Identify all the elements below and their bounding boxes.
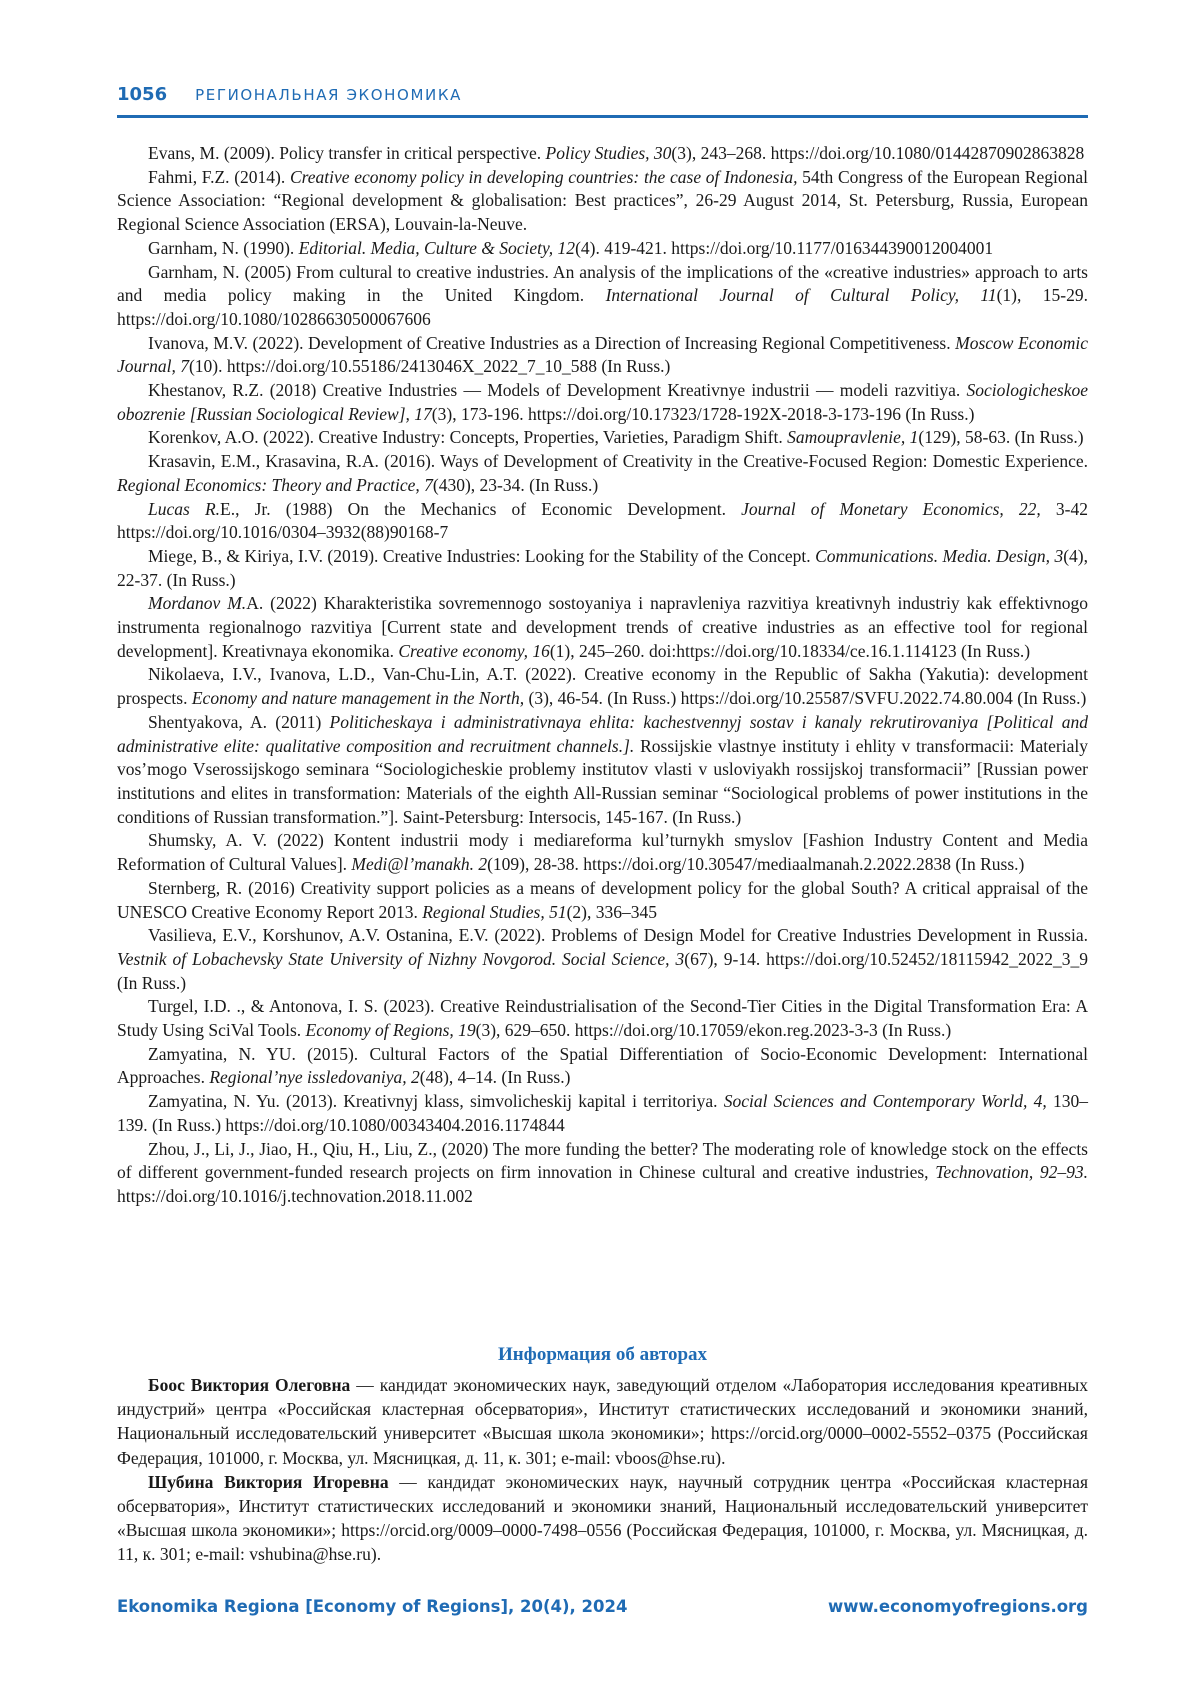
reference-italic-part: Regional Studies, 51 [422, 901, 567, 922]
reference-text-part: (109), 28-38. https://doi.org/10.30547/mediaalmanah.2.2022.2838 (In Russ.) [487, 854, 1025, 875]
journal-title: РЕГИОНАЛЬНАЯ ЭКОНОМИКА [195, 86, 462, 104]
reference-text-part: Vasilieva, E.V., Korshunov, A.V. Ostanina, E.V. (2022). Problems of Design Model for Creative Industries Development in Russia. [148, 925, 1088, 946]
reference-italic-part: Technovation, 92–93. [935, 1162, 1088, 1183]
reference-text-part: Fahmi, F.Z. (2014). [148, 166, 290, 187]
reference-text-part: Rossijskie vlastnye instituty i ehlity v transformacii: Materialy vos’mogo Vserossijskogo seminara “Sociologicheskie problemy institutov vlasti v usloviyakh rossijskoj transformacii” [Russian power institutions and elites in transformation: Materials of the eighth All-Russian seminar “Sociological problems of power institutions in the conditions of Russian transformation.”]. Saint-Petersburg: Intersocis, 145-167. (In Russ.) [117, 735, 1088, 827]
reference-text-part: Ivanova, M.V. (2022). Development of Creative Industries as a Direction of Increasing Regional Competitiveness. [148, 332, 956, 353]
reference-italic-part: Communications. Media. Design, 3 [815, 545, 1064, 566]
reference-text-part: (3), 173-196. https://doi.org/10.17323/1728-192X-2018-3-173-196 (In Russ.) [431, 403, 975, 424]
reference-text-part: (3), 243–268. https://doi.org/10.1080/01442870902863828 [671, 143, 1085, 163]
header-divider [117, 115, 1088, 118]
reference-italic-part: International Journal of Cultural Policy, 11 [605, 285, 997, 306]
reference-italic-part: Regional’nye issledovaniya, 2 [209, 1067, 420, 1088]
page-footer [117, 1597, 1088, 1616]
reference-italic-part: Sociologicheskoe obozrenie [Russian Sociological Review], 17 [117, 380, 1088, 424]
reference-text-part: Zhou, J., Li, J., Jiao, H., Qiu, H., Liu, Z., (2020) The more funding the better? The moderating role of knowledge stock on the effects of different government-funded research projects on firm innovation in Chinese cultural and creative industries, [117, 1138, 1088, 1183]
reference-text-part: Sternberg, R. (2016) Creativity support policies as a means of development policy for the global South? A critical appraisal of the UNESCO Creative Economy Report 2013. [117, 877, 1088, 922]
reference-entry [117, 545, 1088, 592]
reference-entry [117, 1138, 1088, 1209]
reference-italic-part: Creative economy, 16 [398, 640, 550, 661]
reference-text-part: (129), 58-63. (In Russ.) [918, 427, 1084, 448]
reference-italic-part: Mordanov M. [148, 593, 247, 614]
author-details: — кандидат экономических наук, научный сотрудник центра «Российская кластерная обсерватория», Институт статистических исследований и экономики знаний, Национальный исследовательский университет «Высшая школа экономики»; https://orcid.org/0009–0000-7498–0556 (Российская Федерация, 101000, г. Москва, ул. Мясницкая, д. 11, к. 301; e-mail: vshubina@hse.ru). [117, 1471, 1088, 1565]
reference-text-part: (4), 22-37. (In Russ.) [117, 545, 1088, 590]
reference-entry [117, 711, 1088, 830]
reference-entry [117, 877, 1088, 924]
reference-text-part: Miege, B., & Kiriya, I.V. (2019). Creative Industries: Looking for the Stability of the Concept. [148, 545, 816, 566]
reference-text-part: Nikolaeva, I.V., Ivanova, L.D., Van-Chu-Lin, A.T. (2022). Creative economy in the Republic of Sakha (Yakutia): development prospects. [117, 664, 1088, 709]
reference-italic-part: Journal of Monetary Economics, 22, [741, 498, 1041, 519]
footer-website-link[interactable]: www.economyofregions.org [827, 1597, 1088, 1616]
reference-list [117, 142, 1088, 1209]
reference-italic-part: Medi@l’manakh. 2 [351, 854, 488, 875]
reference-entry [117, 924, 1088, 995]
reference-text-part: Korenkov, A.O. (2022). Creative Industry: Concepts, Properties, Varieties, Paradigm Shift. [148, 427, 788, 448]
reference-text-part: (2), 336–345 [566, 901, 657, 922]
author-details: — кандидат экономических наук, заведующий отделом «Лаборатория исследования креативных индустрий» центра «Российская кластерная обсерватория», Институт статистических исследований и экономики знаний, Национальный исследовательский университет «Высшая школа экономики»; https://orcid.org/0000–0002-5552–0375 (Российская Федерация, 101000, г. Москва, ул. Мясницкая, д. 11, к. 301; e-mail: vboos@hse.ru). [117, 1375, 1088, 1468]
reference-text-part: Zamyatina, N. Yu. (2013). Kreativnyj klass, simvolicheskij kapital i territoriya. [148, 1091, 724, 1112]
reference-text-part: (48), 4–14. (In Russ.) [419, 1067, 571, 1088]
authors-section-title: Информация об авторах [497, 1344, 708, 1365]
reference-entry [117, 426, 1088, 450]
reference-text-part: Zamyatina, N. YU. (2015). Cultural Factors of the Spatial Differentiation of Socio-Economic Development: International Approaches. [117, 1043, 1088, 1088]
reference-entry [117, 829, 1088, 876]
reference-entry [117, 450, 1088, 497]
reference-text-part: Evans, M. (2009). Policy transfer in critical perspective. [148, 143, 546, 163]
reference-italic-part: Economy of Regions, 19 [305, 1020, 476, 1041]
reference-text-part: (10). https://doi.org/10.55186/2413046X_2022_7_10_588 (In Russ.) [188, 356, 671, 377]
reference-text-part: (430), 23-34. (In Russ.) [432, 474, 599, 495]
reference-text-part: Garnham, N. (1990). [148, 237, 299, 258]
author-name: Боос Виктория Олеговна [148, 1375, 351, 1395]
reference-text-part: (67), 9-14. https://doi.org/10.52452/18115942_2022_3_9 (In Russ.) [117, 948, 1088, 993]
reference-entry [117, 237, 1088, 261]
reference-entry [117, 379, 1088, 426]
reference-italic-part: Samoupravlenie, 1 [787, 427, 919, 448]
reference-text-part: Turgel, I.D. ., & Antonova, I. S. (2023). Creative Reindustrialisation of the Second-Tier Cities in the Digital Transformation Era: A Study Using SciVal Tools. [117, 996, 1088, 1041]
reference-entry [117, 142, 1088, 166]
reference-text-part: 54th Congress of the European Regional Science Association: “Regional development & globalisation: Best practices”, 26-29 August 2014, St. Petersburg, Russia, European Regional Science Association (ERSA), Louvain-la-Neuve. [117, 166, 1088, 235]
reference-text-part: Garnham, N. (2005) From cultural to creative industries. An analysis of the implications of the «creative industries» approach to arts and media policy making in the United Kingdom. [117, 261, 1088, 306]
reference-text-part: (3), 629–650. https://doi.org/10.17059/ekon.reg.2023-3-3 (In Russ.) [475, 1020, 952, 1041]
reference-italic-part: Politicheskaya i administrativnaya ehlita: kachestvennyj sostav i kanaly rekrutirovaniya [Political and administrative elite: qualitative composition and recruitment channels.]. [117, 711, 1088, 756]
reference-entry [117, 995, 1088, 1042]
reference-text-part: Shumsky, A. V. (2022) Kontent industrii mody i mediareforma kul’turnykh smyslov [Fashion Industry Content and Media Reformation of Cultural Values]. [117, 830, 1088, 875]
reference-italic-part: Regional Economics: Theory and Practice, 7 [117, 474, 433, 495]
author-entry [117, 1470, 1088, 1567]
reference-entry [117, 592, 1088, 663]
reference-entry [117, 166, 1088, 237]
reference-text-part: (4). 419-421. https://doi.org/10.1177/016344390012004001 [575, 237, 994, 258]
reference-entry [117, 498, 1088, 545]
author-name: Шубина Виктория Игоревна [148, 1471, 389, 1492]
reference-text-part: 3-42 https://doi.org/10.1016/0304–3932(88)90168-7 [117, 498, 1089, 543]
reference-italic-part: Moscow Economic Journal, 7 [117, 332, 1088, 377]
footer-citation: Ekonomika Regiona [Economy of Regions], 20(4), 2024 [117, 1597, 628, 1616]
reference-entry [117, 1090, 1088, 1137]
reference-italic-part: Policy Studies, 30 [545, 143, 672, 163]
reference-text-part: Shentyakova, A. (2011) [148, 711, 330, 732]
reference-text-part: (1), 15-29. https://doi.org/10.1080/10286630500067606 [117, 285, 1088, 329]
reference-text-part: Khestanov, R.Z. (2018) Creative Industries — Models of Development Kreativnye industrii — modeli razvitiya. [148, 380, 967, 401]
reference-text-part: A. (2022) Kharakteristika sovremennogo sostoyaniya i napravleniya razvitiya kreativnyh industriy kak effektivnogo instrumenta regionalnogo razvitiya [Current state and development trends of creative industries as an effective tool for regional development]. Kreativnaya ekonomika. [117, 593, 1088, 661]
reference-entry [117, 1043, 1088, 1090]
reference-italic-part: Economy and nature management in the North, [191, 688, 525, 709]
reference-entry [117, 332, 1088, 379]
reference-italic-part: Lucas R. [148, 498, 221, 519]
reference-text-part: (3), 46-54. (In Russ.) https://doi.org/10.25587/SVFU.2022.74.80.004 (In Russ.) [524, 688, 1087, 709]
reference-text-part: Krasavin, E.M., Krasavina, R.A. (2016). Ways of Development of Creativity in the Creative-Focused Region: Domestic Experience. [148, 451, 1088, 472]
reference-text-part: E., Jr. (1988) On the Mechanics of Economic Development. [220, 498, 742, 519]
reference-entry [117, 261, 1088, 332]
reference-text-part: 130–139. (In Russ.) https://doi.org/10.1080/00343404.2016.1174844 [117, 1091, 1088, 1135]
reference-text-part: (1), 245–260. doi:https://doi.org/10.18334/ce.16.1.114123 (In Russ.) [549, 640, 1031, 661]
page-number: 1056 [117, 84, 168, 105]
reference-italic-part: Social Sciences and Contemporary World, 4, [723, 1091, 1047, 1112]
reference-entry [117, 663, 1088, 710]
reference-italic-part: Creative economy policy in developing countries: the case of Indonesia, [289, 166, 798, 187]
running-header [117, 84, 1088, 105]
author-entry [117, 1373, 1088, 1470]
reference-italic-part: Vestnik of Lobachevsky State University of Nizhny Novgorod. Social Science, 3 [117, 948, 685, 969]
reference-italic-part: Editorial. Media, Culture & Society, 12 [298, 237, 576, 258]
authors-info [117, 1373, 1088, 1567]
reference-text-part: https://doi.org/10.1016/j.technovation.2018.11.002 [117, 1185, 473, 1206]
